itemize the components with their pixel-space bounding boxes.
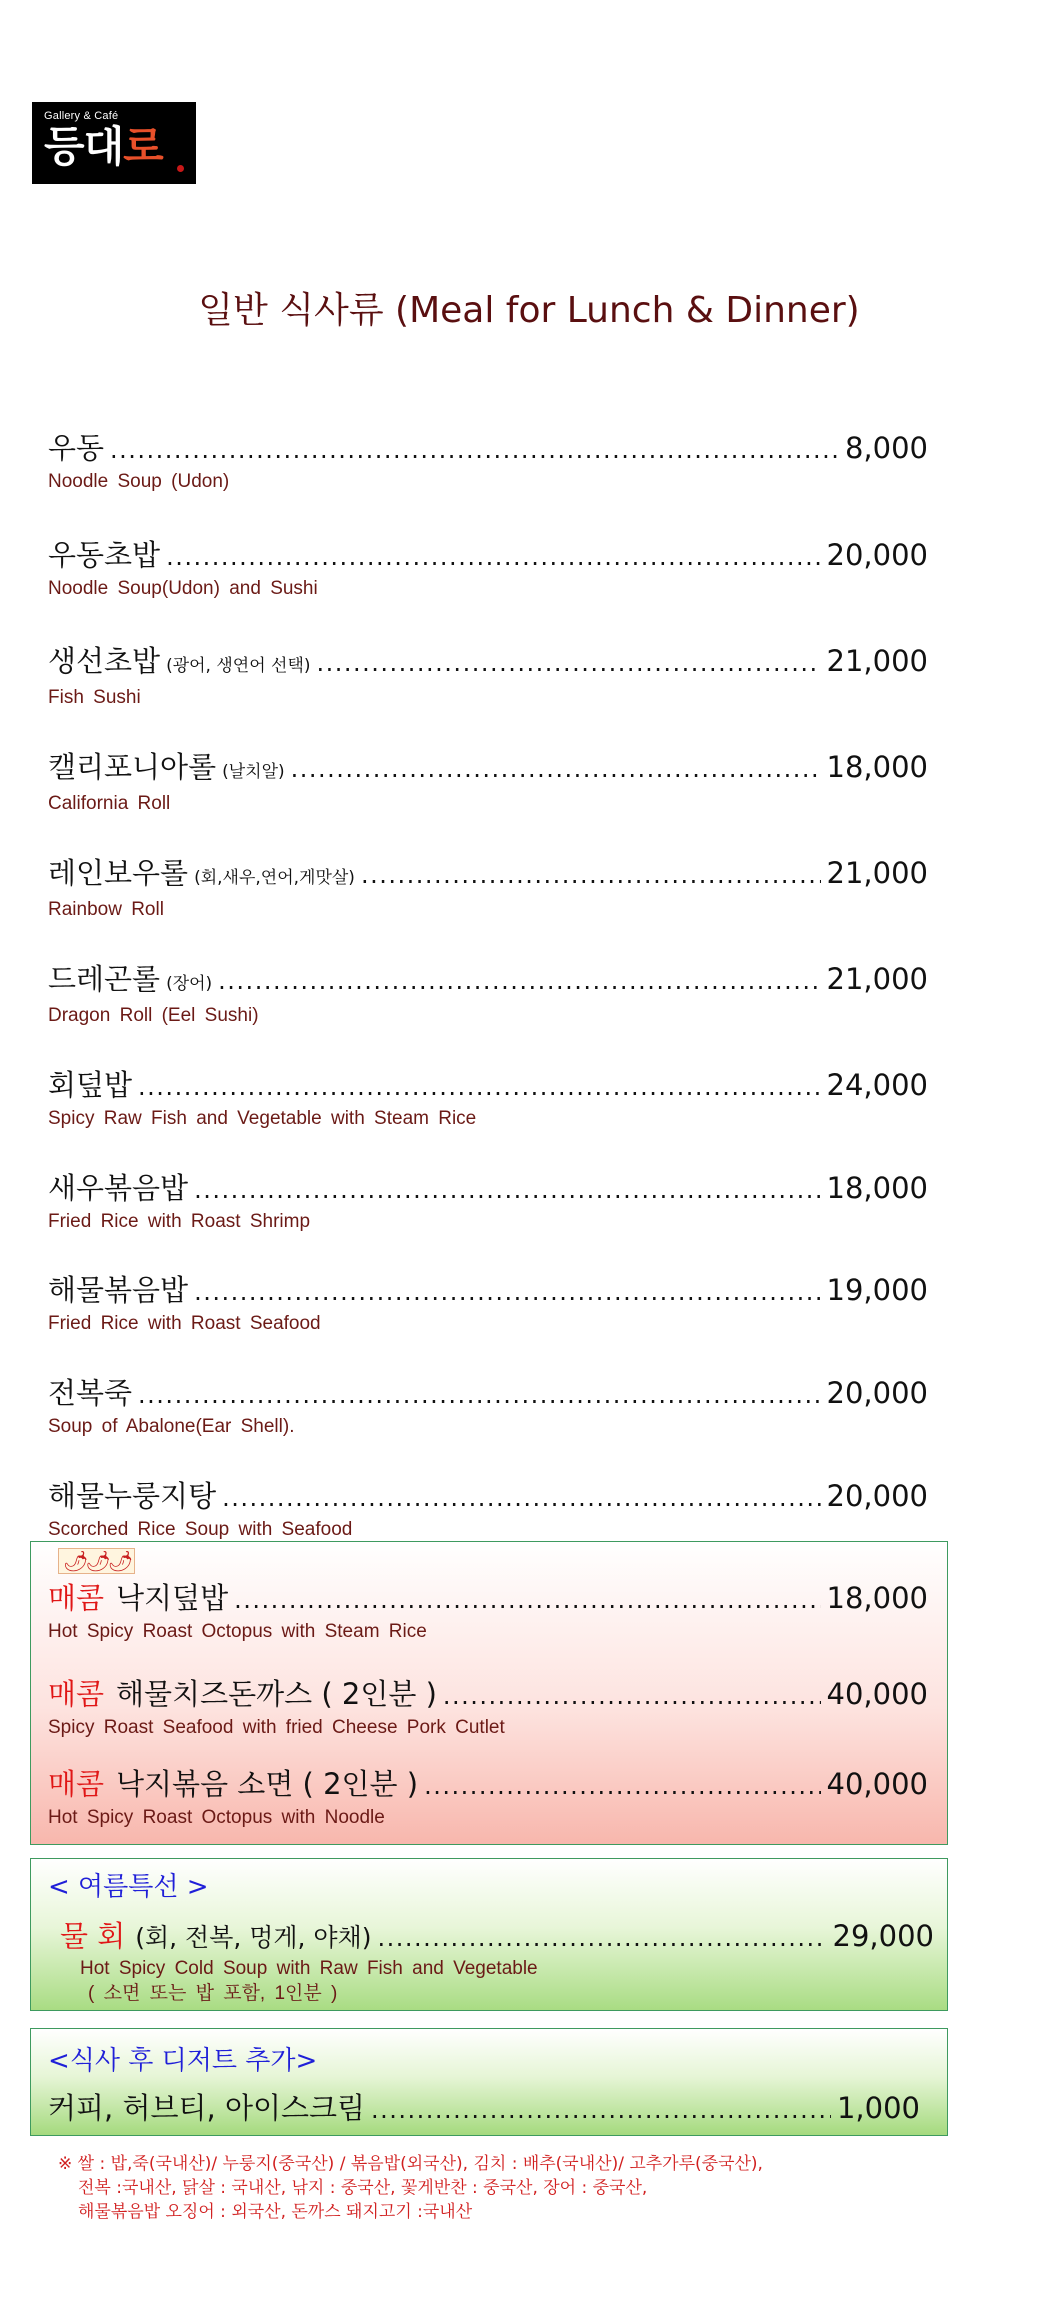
- item-price: 20,000: [826, 538, 928, 572]
- leader-dots: [291, 751, 821, 787]
- leader-dots: [361, 857, 821, 893]
- item-english: Fried Rice with Roast Seafood: [48, 1313, 321, 1334]
- item-price: 21,000: [826, 962, 928, 996]
- spicy-tag: 매콤: [48, 1581, 105, 1615]
- spicy-tag: 매콤: [48, 1677, 105, 1711]
- leader-dots: [443, 1678, 821, 1714]
- item-english-note: ( 소면 또는 밥 포함, 1인분 ): [88, 1983, 338, 2004]
- spicy-tag: 매콤: [48, 1767, 105, 1801]
- item-name: 낙지볶음 소면 ( 2인분 ): [116, 1767, 419, 1801]
- menu-item: [48, 430, 928, 494]
- menu-item: [48, 1272, 928, 1336]
- menu-item: [48, 537, 928, 601]
- item-english: Hot Spicy Cold Soup with Raw Fish and Vegetable: [80, 1958, 538, 1979]
- item-price: 18,000: [826, 1581, 928, 1615]
- menu-item: [48, 2090, 920, 2128]
- item-english: Spicy Roast Seafood with fried Cheese Pork Cutlet: [48, 1717, 505, 1738]
- item-name: 캘리포니아롤: [48, 750, 217, 784]
- item-english: Fish Sushi: [48, 687, 141, 708]
- menu-item: [60, 1918, 934, 2006]
- logo-tagline: Gallery & Café: [44, 110, 119, 122]
- item-name: 새우볶음밥: [48, 1171, 189, 1205]
- item-name: 드레곤롤: [48, 962, 161, 996]
- item-note: (날치알): [222, 762, 285, 782]
- item-name: 낙지덮밥: [116, 1581, 229, 1615]
- leader-dots: [110, 432, 839, 468]
- menu-item: [48, 1478, 928, 1542]
- item-english: Hot Spicy Roast Octopus with Noodle: [48, 1807, 385, 1828]
- item-english: Soup of Abalone(Ear Shell).: [48, 1416, 295, 1437]
- item-price: 18,000: [826, 750, 928, 784]
- leader-dots: [317, 645, 821, 681]
- item-english: Spicy Raw Fish and Vegetable with Steam Rice: [48, 1108, 477, 1129]
- pepper-icon: 🌶🌶🌶: [58, 1548, 135, 1574]
- item-name: 전복죽: [48, 1376, 133, 1410]
- logo-name: [44, 122, 186, 172]
- origin-footnote: [58, 2152, 998, 2224]
- item-price: 24,000: [826, 1068, 928, 1102]
- summer-heading: < 여름특선 >: [48, 1872, 209, 1902]
- leader-dots: [138, 1069, 820, 1105]
- item-note: (회,새우,연어,게맛살): [194, 868, 355, 888]
- item-price: 18,000: [826, 1171, 928, 1205]
- footnote-line: 해물볶음밥 오징어 : 외국산, 돈까스 돼지고기 :국내산: [78, 2202, 473, 2222]
- item-note: (광어, 생연어 선택): [166, 656, 311, 676]
- menu-item: [48, 1676, 928, 1740]
- item-price: 29,000: [832, 1919, 934, 1953]
- item-name: 회덮밥: [48, 1068, 133, 1102]
- menu-item: [48, 643, 928, 710]
- item-price: 40,000: [826, 1677, 928, 1711]
- menu-item: [48, 1170, 928, 1234]
- footnote-line: ※ 쌀 : 밥,죽(국내산)/ 누룽지(중국산) / 볶음밥(외국산), 김치 : 배추(국내산)/ 고추가루(중국산),: [58, 2154, 763, 2174]
- item-english: Scorched Rice Soup with Seafood: [48, 1519, 353, 1540]
- leader-dots: [194, 1172, 820, 1208]
- leader-dots: [234, 1582, 820, 1618]
- item-english: Rainbow Roll: [48, 899, 164, 920]
- menu-item: [48, 855, 928, 922]
- item-english: Dragon Roll (Eel Sushi): [48, 1005, 259, 1026]
- item-name: 레인보우롤: [48, 856, 189, 890]
- item-name: 해물치즈돈까스 ( 2인분 ): [116, 1677, 437, 1711]
- item-name: 해물볶음밥: [48, 1273, 189, 1307]
- footnote-line: 전복 :국내산, 닭살 : 국내산, 낚지 : 중국산, 꽃게반찬 : 중국산, 장어 : 중국산,: [78, 2178, 648, 2198]
- leader-dots: [218, 963, 820, 999]
- item-price: 1,000: [836, 2091, 920, 2125]
- item-english: Hot Spicy Roast Octopus with Steam Rice: [48, 1621, 427, 1642]
- item-name: 커피, 허브티, 아이스크림: [48, 2091, 366, 2125]
- item-note: (장어): [166, 974, 213, 994]
- menu-item: [48, 1375, 928, 1439]
- item-name: 생선초밥: [48, 644, 161, 678]
- menu-item: [48, 1766, 928, 1830]
- item-price: 20,000: [826, 1376, 928, 1410]
- item-english: Fried Rice with Roast Shrimp: [48, 1211, 311, 1232]
- leader-dots: [378, 1920, 827, 1956]
- item-english: Noodle Soup(Udon) and Sushi: [48, 578, 318, 599]
- item-price: 21,000: [826, 644, 928, 678]
- item-price: 20,000: [826, 1479, 928, 1513]
- dessert-heading: <식사 후 디저트 추가>: [48, 2046, 318, 2076]
- leader-dots: [371, 2092, 831, 2128]
- item-english: Noodle Soup (Udon): [48, 471, 230, 492]
- leader-dots: [138, 1377, 820, 1413]
- item-price: 40,000: [826, 1767, 928, 1801]
- item-name: 우동초밥: [48, 538, 161, 572]
- logo-name-b: 로: [123, 122, 163, 171]
- item-price: 19,000: [826, 1273, 928, 1307]
- logo-dot: [177, 165, 184, 172]
- menu-item: [48, 961, 928, 1028]
- item-english: California Roll: [48, 793, 171, 814]
- menu-item: [48, 1067, 928, 1131]
- menu-item: [48, 1580, 928, 1644]
- item-price: 21,000: [826, 856, 928, 890]
- item-name: 우동: [48, 431, 105, 465]
- menu-item: [48, 749, 928, 816]
- item-name: 해물누룽지탕: [48, 1479, 217, 1513]
- leader-dots: [166, 539, 820, 575]
- page-title: 일반 식사류 (Meal for Lunch & Dinner): [198, 290, 860, 331]
- logo-name-a: 등대: [44, 122, 124, 171]
- logo: [32, 102, 196, 184]
- item-note: (회, 전복, 멍게, 야채): [135, 1923, 372, 1952]
- leader-dots: [424, 1768, 820, 1804]
- leader-dots: [194, 1274, 820, 1310]
- item-name: 물 회: [60, 1919, 126, 1953]
- item-price: 8,000: [844, 431, 928, 465]
- leader-dots: [222, 1480, 820, 1516]
